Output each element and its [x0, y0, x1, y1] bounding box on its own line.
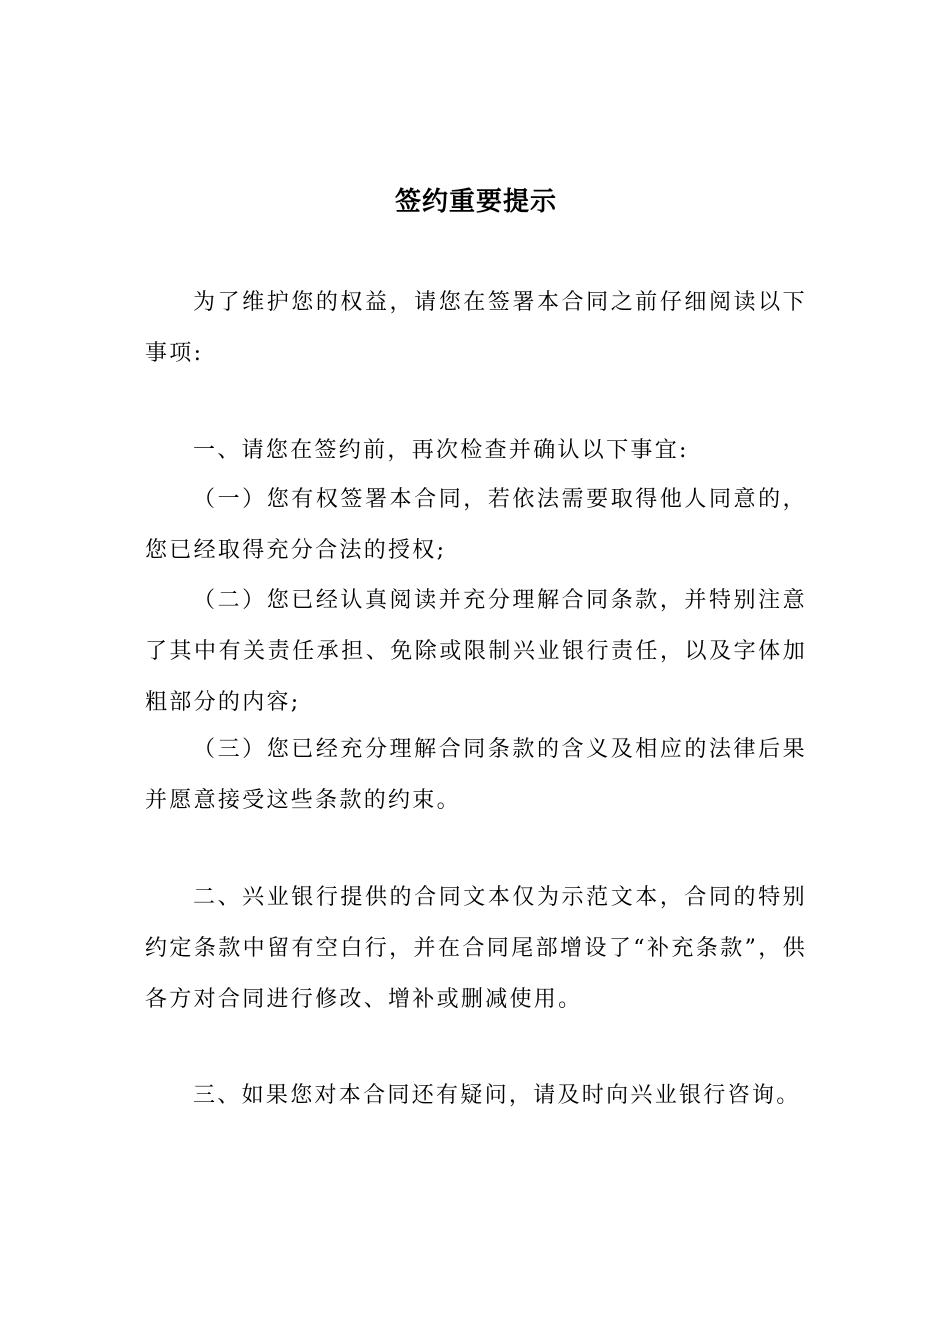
document-title: 签约重要提示: [394, 187, 557, 217]
section-one-item-2: （二）您已经认真阅读并充分理解合同条款，并特别注意了其中有关责任承担、免除或限制兴业银行责任，以及字体加粗部分的内容;: [145, 588, 807, 715]
intro-paragraph: 为了维护您的权益，请您在签署本合同之前仔细阅读以下事项:: [145, 290, 807, 366]
section-two-paragraph: 二、兴业银行提供的合同文本仅为示范文本，合同的特别约定条款中留有空白行，并在合同尾部增设了“补充条款”，供各方对合同进行修改、增补或删减使用。: [145, 885, 807, 1012]
section-one-item-3: （三）您已经充分理解合同条款的含义及相应的法律后果并愿意接受这些条款的约束。: [145, 737, 807, 813]
section-one-item-1: （一）您有权签署本合同，若依法需要取得他人同意的，您已经取得充分合法的授权;: [145, 487, 807, 563]
section-three-paragraph: 三、如果您对本合同还有疑问，请及时向兴业银行咨询。: [193, 1083, 801, 1108]
section-one-heading: 一、请您在签约前，再次检查并确认以下事宜:: [193, 438, 689, 463]
